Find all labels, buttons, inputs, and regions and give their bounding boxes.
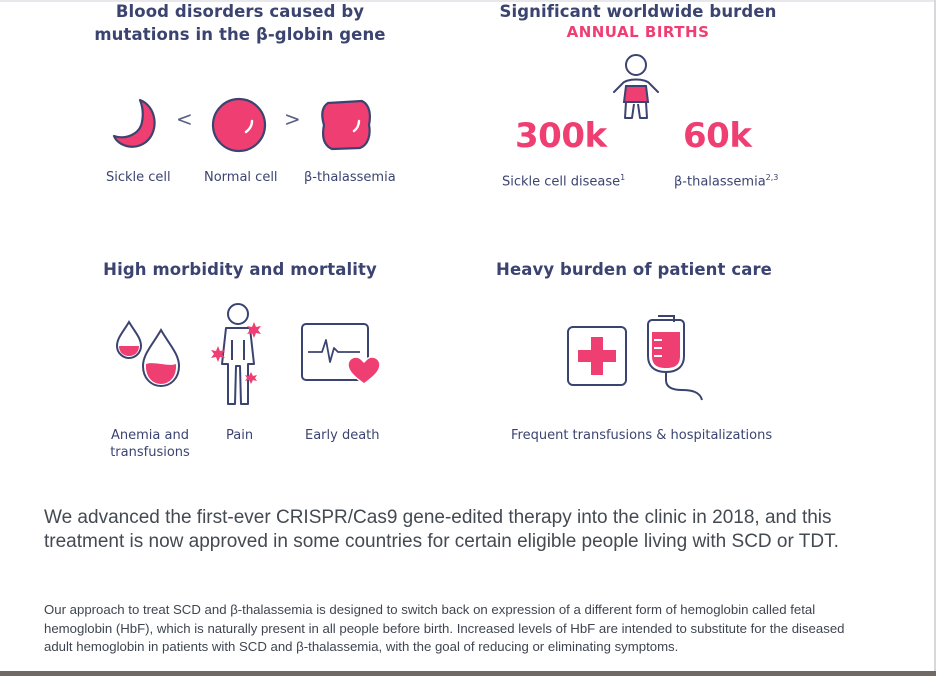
stat-value-beta-thalassemia: 60k (683, 116, 752, 156)
label-pain: Pain (226, 428, 254, 443)
section-title-worldwide-burden: Significant worldwide burden (499, 2, 777, 21)
body-paragraph: Our approach to treat SCD and β-thalassemia is designed to switch back on expression of a different form of hemoglobin called fetal hemoglobin (HbF), which is naturally present in all people before birth. Increased levels of HbF are intended to substitute for the diseased adult hemoglobin in patients with SCD and β-thalassemia, with the goal of reducing or eliminating symptoms. (44, 602, 845, 655)
blood-drops-icon (113, 318, 187, 390)
label-anemia-transfusions (108, 427, 192, 461)
greater-than-symbol: > (284, 107, 301, 131)
less-than-symbol: < (176, 107, 193, 131)
heart-monitor-icon (300, 322, 382, 388)
beta-thalassemia-cell-icon (318, 97, 374, 153)
annual-births-subtitle: ANNUAL BIRTHS (566, 23, 710, 41)
label-anemia-line-1: Anemia and (111, 428, 189, 443)
label-early-death: Early death (305, 428, 380, 443)
footnote-1[interactable]: 1 (620, 173, 626, 182)
lead-paragraph: We advanced the first-ever CRISPR/Cas9 gene-edited therapy into the clinic in 2018, and this treatment is now approved in some countries for certain eligible people living with SCD or TDT. (44, 507, 839, 552)
label-sickle-cell: Sickle cell (106, 170, 171, 185)
stat-label-sickle-cell-text: Sickle cell disease (502, 174, 621, 190)
stat-label-sickle-cell (502, 169, 625, 190)
title-line-1: Blood disorders caused by (115, 2, 365, 21)
bottom-edge (0, 671, 936, 676)
label-anemia-line-2: transfusions (110, 445, 190, 460)
label-transfusions-hospitalizations: Frequent transfusions & hospitalizations (511, 428, 773, 443)
footnote-2-3[interactable]: 2,3 (765, 173, 779, 182)
baby-icon (608, 52, 664, 124)
title-line-2: mutations in the β-globin gene (94, 25, 386, 44)
label-normal-cell: Normal cell (204, 170, 278, 185)
medical-cross-icon (566, 325, 628, 387)
stat-value-sickle-cell: 300k (515, 116, 607, 156)
section-title-morbidity: High morbidity and mortality (103, 260, 377, 279)
pain-person-icon (210, 300, 266, 408)
label-beta-thalassemia: β-thalassemia (304, 170, 396, 185)
normal-cell-icon (210, 96, 268, 154)
stat-label-beta-thalassemia (674, 169, 778, 190)
section-title-blood-disorders (90, 0, 390, 46)
sickle-cell-icon (110, 96, 166, 152)
stat-label-beta-thalassemia-text: β-thalassemia (674, 174, 766, 190)
section-title-patient-care: Heavy burden of patient care (496, 260, 772, 279)
blood-bag-icon (642, 310, 706, 404)
